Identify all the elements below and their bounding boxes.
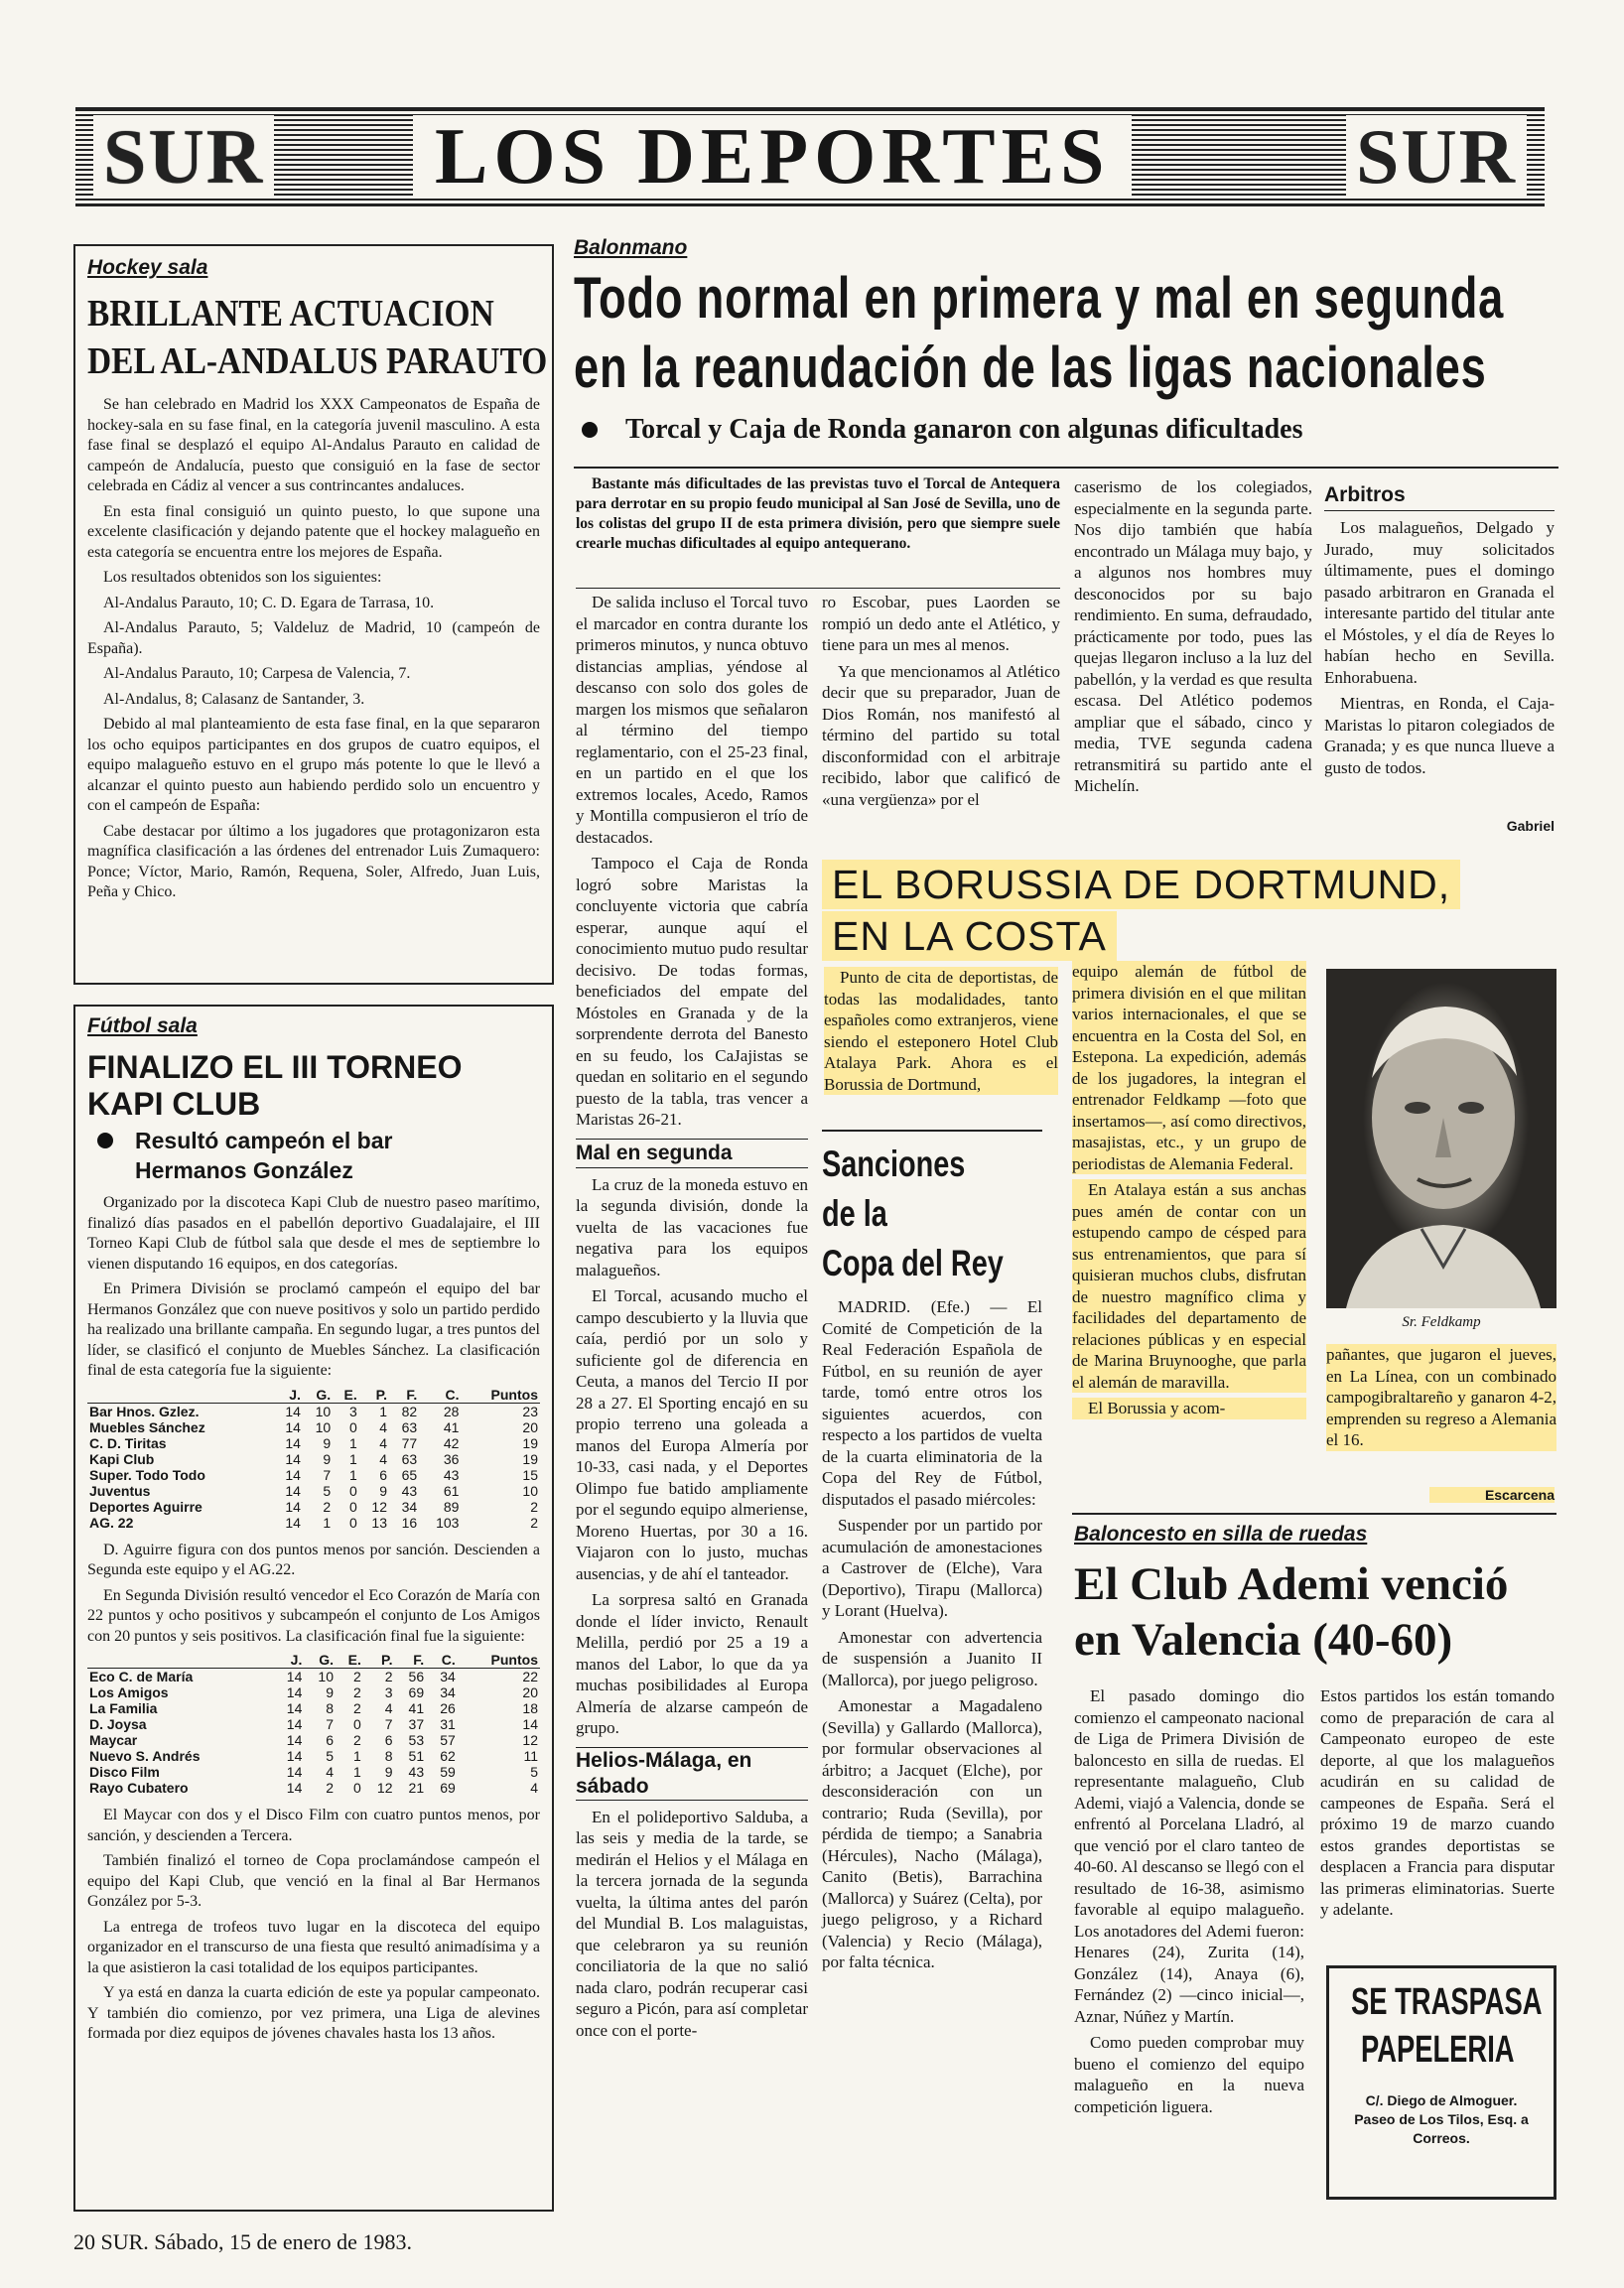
table-cell: 19 [522, 1434, 538, 1451]
baloncesto-column-1 [1074, 1685, 1304, 2122]
standings-table-segunda [87, 1652, 540, 1796]
table-cell: 43 [408, 1764, 425, 1780]
futbol-headline-1: FINALIZO EL III TORNEO [87, 1049, 463, 1085]
table-cell: 41 [443, 1418, 460, 1435]
table-cell: 1 [323, 1514, 332, 1531]
table-cell: Los Amigos [89, 1684, 169, 1700]
hockey-headline-1: BRILLANTE ACTUACION [87, 293, 494, 335]
sanciones-paragraph: Suspender por un partido por acumulación de amonestaciones a Castrover de (Elche), Vara (Deportivo), Tirapu (Mallorca) y Lorant (Huelva). [822, 1516, 1042, 1620]
feldkamp-photo [1326, 969, 1556, 1308]
table-row [87, 1435, 540, 1451]
table-cell: Deportes Aguirre [89, 1498, 203, 1515]
table-cell: 3 [384, 1684, 393, 1700]
masthead-title: LOS DEPORTES [413, 115, 1132, 199]
table-header-row [87, 1387, 540, 1404]
arbitros-paragraph: Mientras, en Ronda, el Caja-Maristas lo pitaron colegiados de Granada; y es que nunca llueve a gusto de todos. [1324, 694, 1555, 777]
table-header-cell [87, 1387, 273, 1404]
baloncesto-headline-2: en Valencia (40-60) [1074, 1614, 1453, 1666]
table-header-cell [87, 1652, 273, 1669]
masthead-brand-left: SUR [93, 115, 274, 199]
table-cell: 36 [443, 1450, 460, 1467]
table-header-cell: C. [426, 1652, 458, 1669]
borussia-paragraph: equipo alemán de fútbol de primera división en el que militan varios internacionales, el que se encuentra en la Costa del Sol, en Estepona. La expedición, además de los jugadores, la integran el entrenador Feldkamp —foto que insertamos—, así como directivos, masajistas, etc., y un grupo de periodistas de Alemania Federal. [1072, 962, 1306, 1173]
borussia-column-2 [1072, 961, 1306, 1424]
table-cell: 10 [315, 1418, 332, 1435]
balonmano-paragraph: De salida incluso el Torcal tuvo el marcador en contra durante los primeros minutos, y nunca obtuvo distancias amplias, yéndose al descanso con solo dos goles de margen los mismos que señalaron al término del tiempo reglamentario, con el 25-23 final, en un partido en el que los extremos locales, Acedo, Ramos y Montilla compusieron el trío de destacados. [576, 593, 808, 847]
table-cell: 9 [323, 1434, 332, 1451]
table-row [87, 1467, 540, 1483]
table-cell: 23 [522, 1403, 538, 1419]
balonmano-column-2 [822, 592, 1060, 815]
table-cell: 0 [348, 1514, 357, 1531]
hockey-headline-2: DEL AL-ANDALUS PARAUTO [87, 340, 548, 382]
table-cell: 26 [440, 1700, 456, 1716]
arbitros-heading: Arbitros [1324, 480, 1555, 511]
table-cell: 28 [443, 1403, 460, 1419]
table-header-cell: J. [273, 1652, 305, 1669]
table-cell: 14 [286, 1700, 303, 1716]
hockey-paragraph: Los resultados obtenidos son los siguientes: [103, 569, 382, 586]
table-row [87, 1483, 540, 1499]
borussia-paragraph: En Atalaya están a sus anchas pues amén de contar con un estupendo campo de césped para sus entrenamientos, que para sí quisieran muchos clubs, disfrutan de nuestro magnífico clima y facilidades del departamento de relaciones públicas y en especial de Marina Bruynooghe, que parla el alemán de maravilla. [1072, 1180, 1306, 1392]
balonmano-paragraph: La cruz de la moneda estuvo en la segunda división, donde la vuelta de las vacaciones fue negativa para los equipos malagueños. [576, 1174, 808, 1279]
futbol-paragraph: En Primera División se proclamó campeón el equipo del bar Hermanos González que con nueve positivos y solo un partido perdido ha realizado una brillante campaña. En segundo lugar, a tres puntos del líder, se clasificó el conjunto de Muebles Sánchez. La clasificación final de esta categoría fue la siguiente: [87, 1280, 540, 1379]
sanciones-paragraph: Amonestar a Magadaleno (Sevilla) y Gallardo (Mallorca), por formular observaciones al árbitro; a Jacquet (Elche), por desconsideración con un contrario; Ruda (Sevilla), por pérdida de tiempo; a Sanabria (Hércules), Nacho (Málaga), Canito (Betis), Barrachina (Mallorca) y Suárez (Celta), por juego peligroso, y a Richard (Valencia) y Recio (Málaga), por falta técnica. [822, 1696, 1042, 1971]
table-cell: 43 [401, 1482, 418, 1499]
table-cell: 51 [408, 1748, 425, 1764]
baloncesto-headline-1: El Club Ademi venció [1074, 1558, 1509, 1610]
table-cell: 1 [353, 1764, 361, 1780]
table-cell: 12 [371, 1498, 387, 1515]
borussia-signature: Escarcena [1429, 1487, 1555, 1503]
table-cell: Maycar [89, 1732, 138, 1748]
bullet-icon [97, 1133, 113, 1148]
table-cell: Bar Hnos. Gzlez. [89, 1403, 200, 1419]
mal-en-segunda-heading: Mal en segunda [576, 1139, 808, 1168]
table-cell: La Familia [89, 1700, 158, 1716]
table-cell: 5 [326, 1748, 334, 1764]
table-cell: 4 [326, 1764, 334, 1780]
bullet-icon [582, 422, 598, 438]
table-cell: 4 [530, 1780, 538, 1796]
table-cell: 1 [348, 1434, 357, 1451]
table-row [87, 1451, 540, 1467]
table-cell: 14 [286, 1780, 303, 1796]
table-cell: 12 [522, 1732, 538, 1748]
table-cell: 37 [408, 1716, 425, 1732]
table-cell: 34 [401, 1498, 418, 1515]
table-cell: 69 [408, 1684, 425, 1700]
table-cell: 9 [323, 1450, 332, 1467]
futbol-article [73, 1005, 554, 2212]
futbol-body [87, 1193, 540, 1382]
table-cell: 5 [323, 1482, 332, 1499]
table-cell: 14 [285, 1434, 301, 1451]
baloncesto-tag: Baloncesto en silla de ruedas [1074, 1523, 1368, 1546]
table-cell: 0 [348, 1418, 357, 1435]
ad-address-2: Paseo de Los Tilos, Esq. a [1354, 2111, 1529, 2127]
futbol-subheading-2: Hermanos González [135, 1157, 353, 1183]
table-cell: 12 [376, 1780, 393, 1796]
sanciones-paragraph: MADRID. (Efe.) — El Comité de Competición de la Real Federación Española de Fútbol, en su reunión de ayer tarde, tomó entre otros los siguientes acuerdos, con respecto a los partidos de vuelta de la cuarta eliminatoria de la Copa del Rey de Fútbol, disputados el pasado miércoles: [822, 1297, 1042, 1509]
table-row [87, 1669, 540, 1685]
balonmano-subheading: Torcal y Caja de Ronda ganaron con algunas dificultades [625, 414, 1303, 445]
balonmano-paragraph: caserismo de los colegiados, especialmente en la segunda parte. Nos dijo también que había encontrado un Málaga muy bajo, y a algunos nos hombres muy desconocidos por su bajo rendimiento. En suma, defraudado, prácticamente por todo, pues las quejas llegaron incluso a la luz del pabellón, y la verdad es que resulta escasa. Del Atlético podemos ampliar que el sábado, cinco y media, TVE segunda cadena retransmitirá su partido ante el Michelín. [1074, 477, 1312, 795]
borussia-headline-1: EL BORUSSIA DE DORTMUND, [822, 860, 1460, 909]
table-header-cell: E. [333, 1387, 359, 1404]
table-cell: 9 [379, 1482, 387, 1499]
ad-line-1: SE TRASPASA [1351, 1981, 1543, 2023]
hockey-paragraph: Debido al mal planteamiento de esta fase final, en la que separaron los ocho equipos participantes en dos grupos de cuatro equipos, el equipo malagueño estuvo en el grupo más potente lo que le llevó a alcanzar el quinto puesto aun habiendo perdido solo un encuentro y con el campeón de España: [87, 716, 540, 814]
table-cell: 1 [353, 1748, 361, 1764]
table-cell: 0 [348, 1482, 357, 1499]
hockey-body [87, 395, 540, 903]
table-cell: 61 [443, 1482, 460, 1499]
futbol-headline-2: KAPI CLUB [87, 1086, 261, 1122]
balonmano-column-1 [576, 592, 808, 2046]
table-cell: 8 [384, 1748, 393, 1764]
sanciones-title-3: Copa del Rey [822, 1243, 1004, 1283]
table-cell: 1 [379, 1403, 387, 1419]
table-header-cell: E. [336, 1652, 363, 1669]
hockey-paragraph: Al-Andalus Parauto, 5; Valdeluz de Madrid, 10 (campeón de España). [87, 619, 540, 657]
table-cell: 1 [348, 1450, 357, 1467]
table-cell: 57 [440, 1732, 456, 1748]
balonmano-tag: Balonmano [574, 236, 688, 259]
table-cell: 7 [323, 1466, 332, 1483]
table-cell: 14 [286, 1669, 303, 1684]
masthead [75, 107, 1545, 206]
table-cell: 43 [443, 1466, 460, 1483]
balonmano-paragraph: Tampoco el Caja de Ronda logró sobre Maristas la concluyente victoria que cabría esperar, aunque aquí el conocimiento mutuo pudo resultar decisivo. De todas formas, beneficiados del empate del Móstoles en Granada y de la sorprendente derrota del Banesto en su feudo, los CaJajistas se quedan en solitario en el segundo puesto de la tabla, tras vencer a Maristas 26-21. [576, 854, 808, 1129]
balonmano-paragraph: La sorpresa saltó en Granada donde el líder invicto, Renault Melilla, perdió por 25 a 19 a manos del Labor, lo que da ya muchas posibilidades al Europa Almería de alzarse campeón de grupo. [576, 1590, 808, 1737]
hockey-paragraph: Se han celebrado en Madrid los XXX Campeonatos de España de hockey-sala en su fase final, en la categoría juvenil masculino. A esta fase final se desplazó el equipo Al-Andalus Parauto en calidad de campeón de Andalucía, puesto que consiguió en la fase de sector celebrada en Cádiz al vencer a sus contrincantes andaluces. [87, 396, 540, 494]
table-cell: 13 [371, 1514, 387, 1531]
borussia-column-3 [1326, 1344, 1556, 1456]
table-cell: 103 [436, 1514, 460, 1531]
table-cell: Nuevo S. Andrés [89, 1748, 201, 1764]
arbitros-section [1324, 480, 1555, 783]
table-cell: 0 [353, 1780, 361, 1796]
table-cell: 1 [348, 1466, 357, 1483]
table-cell: 14 [286, 1764, 303, 1780]
hockey-article [73, 244, 554, 985]
sanciones-title-2: de la [822, 1193, 887, 1234]
table-cell: 14 [285, 1482, 301, 1499]
table-header-cell: Puntos [461, 1387, 540, 1404]
table-row [87, 1403, 540, 1419]
futbol-paragraph: La entrega de trofeos tuvo lugar en la discoteca del equipo organizador en el transcurso de una fiesta que resultó animadísima y a la que asistieron la casi totalidad de los equipos participantes. [87, 1918, 540, 1976]
table-cell: 9 [384, 1764, 393, 1780]
table-header-cell: F. [389, 1387, 419, 1404]
futbol-paragraph: En Segunda División resultó vencedor el Eco Corazón de María con 22 puntos y ocho positivos y subcampeón el conjunto de Los Amigos con 20 puntos y seis positivos. La clasificación final fue la siguiente: [87, 1586, 540, 1645]
ad-line-2: PAPELERIA [1361, 2029, 1515, 2071]
futbol-paragraph: Organizado por la discoteca Kapi Club de nuestro paseo marítimo, finalizó días pasados en el pabellón deportivo Guadalajaire, el III Torneo Kapi Club de fútbol sala que desde el mes de septiembre lo vienen disputando 16 equipos, en dos categorías. [87, 1194, 540, 1273]
table-header-cell: P. [363, 1652, 395, 1669]
table-cell: 14 [285, 1466, 301, 1483]
table-cell: 6 [384, 1732, 393, 1748]
table-cell: 82 [401, 1403, 418, 1419]
sanciones-title-1: Sanciones [822, 1144, 966, 1184]
table-cell: 42 [443, 1434, 460, 1451]
masthead-brand-right: SUR [1346, 115, 1527, 199]
balonmano-lead [576, 474, 1060, 559]
table-cell: 14 [286, 1748, 303, 1764]
table-cell: 89 [443, 1498, 460, 1515]
table-cell: 14 [285, 1514, 301, 1531]
table-cell: 14 [285, 1498, 301, 1515]
table-cell: 2 [353, 1732, 361, 1748]
table-cell: 16 [401, 1514, 418, 1531]
table-cell: 14 [285, 1418, 301, 1435]
futbol-body-outro [87, 1806, 540, 2045]
baloncesto-paragraph: Estos partidos los están tomando como de preparación de cara al Campeonato europeo de este deporte, al que los malagueños acudirán en su calidad de campeones de España. Será el próximo 19 de marzo cuando estos grandes deportistas se desplacen a Francia para disputar las primeras eliminatorias. Suerte y adelante. [1320, 1686, 1555, 1919]
hockey-paragraph: Al-Andalus, 8; Calasanz de Santander, 3. [103, 690, 365, 708]
table-cell: 14 [522, 1716, 538, 1732]
table-cell: 18 [522, 1700, 538, 1716]
table-cell: Disco Film [89, 1764, 160, 1780]
table-cell: 7 [384, 1716, 393, 1732]
table-cell: Muebles Sánchez [89, 1418, 205, 1435]
futbol-paragraph: El Maycar con dos y el Disco Film con cuatro puntos menos, por sanción, y descienden a Tercera. [87, 1807, 540, 1844]
table-cell: 2 [323, 1498, 332, 1515]
table-cell: 8 [326, 1700, 334, 1716]
table-cell: 69 [440, 1780, 456, 1796]
table-header-cell: Puntos [458, 1652, 540, 1669]
table-cell: C. D. Tiritas [89, 1434, 167, 1451]
balonmano-paragraph: ro Escobar, pues Laorden se rompió un dedo ante el Atlético, y tiene para un mes al menos. [822, 593, 1060, 654]
table-cell: D. Joysa [89, 1716, 147, 1732]
table-cell: 2 [326, 1780, 334, 1796]
table-cell: 2 [353, 1700, 361, 1716]
table-cell: 3 [348, 1403, 357, 1419]
borussia-paragraph: Punto de cita de deportistas, de todas las modalidades, tanto españoles como extranjeros, viene siendo el esteponero Hotel Club Atalaya Park. Ahora es el Borussia de Dortmund, [824, 968, 1058, 1094]
table-cell: 2 [530, 1514, 538, 1531]
baloncesto-column-2 [1320, 1685, 1555, 1926]
table-row [87, 1764, 540, 1780]
borussia-paragraph: pañantes, que jugaron el jueves, en La Línea, con un combinado campogibraltareño y ganaron 4-2, emprenden su regreso a Alemania el 16. [1326, 1345, 1556, 1449]
table-cell: 5 [530, 1764, 538, 1780]
table-row [87, 1780, 540, 1796]
table-cell: 56 [408, 1669, 425, 1684]
table-cell: 63 [401, 1450, 418, 1467]
table-cell: 14 [286, 1716, 303, 1732]
table-cell: 20 [522, 1684, 538, 1700]
table-cell: Eco C. de María [89, 1669, 194, 1684]
table-cell: 14 [285, 1403, 301, 1419]
futbol-tag: Fútbol sala [87, 1014, 198, 1037]
table-row [87, 1419, 540, 1435]
futbol-paragraph: Y ya está en danza la cuarta edición de este ya popular campeonato. Y también dio comienzo, por vez primera, una Liga de alevines formada por diez equipos de jóvenes chavales hasta los 13 años. [87, 1984, 540, 2042]
hockey-tag: Hockey sala [87, 256, 208, 279]
table-cell: 21 [408, 1780, 425, 1796]
baloncesto-header [1074, 1523, 1556, 1668]
table-cell: 14 [285, 1450, 301, 1467]
table-row [87, 1515, 540, 1531]
balonmano-paragraph: Ya que mencionamos al Atlético decir que su preparador, Juan de Dios Román, nos manifestó al término del partido su total disconformidad con el arbitraje recibido, labor que calificó de «una vergüenza» por el [822, 661, 1060, 809]
ad-address-3: Correos. [1413, 2130, 1470, 2146]
helios-heading-2: sábado [576, 1774, 808, 1801]
table-cell: 0 [348, 1498, 357, 1515]
table-row [87, 1748, 540, 1764]
table-cell: 34 [440, 1684, 456, 1700]
table-cell: 6 [379, 1466, 387, 1483]
table-cell: Rayo Cubatero [89, 1780, 189, 1796]
portrait-illustration [1326, 969, 1556, 1308]
futbol-subheading-1: Resultó campeón el bar [135, 1128, 393, 1153]
table-cell: 4 [384, 1700, 393, 1716]
table-cell: 4 [379, 1434, 387, 1451]
futbol-body-middle [87, 1541, 540, 1648]
table-cell: AG. 22 [89, 1514, 134, 1531]
table-cell: 77 [401, 1434, 418, 1451]
table-cell: 10 [318, 1669, 334, 1684]
table-cell: 9 [326, 1684, 334, 1700]
table-cell: 62 [440, 1748, 456, 1764]
table-cell: 11 [523, 1748, 538, 1764]
balonmano-headline-1: Todo normal en primera y mal en segunda [574, 266, 1505, 331]
hockey-paragraph: Al-Andalus Parauto, 10; Carpesa de Valencia, 7. [103, 665, 411, 682]
advertisement [1326, 1965, 1556, 2200]
helios-heading-1: Helios-Málaga, en [576, 1747, 808, 1774]
borussia-paragraph: El Borussia y acom- [1072, 1398, 1306, 1419]
table-header-row [87, 1652, 540, 1669]
ad-address-1: C/. Diego de Almoguer. [1365, 2092, 1518, 2108]
table-cell: 14 [286, 1732, 303, 1748]
table-cell: 6 [326, 1732, 334, 1748]
table-cell: Juventus [89, 1482, 151, 1499]
table-header-cell: G. [304, 1652, 336, 1669]
table-row [87, 1716, 540, 1732]
table-cell: 2 [384, 1669, 393, 1684]
table-cell: 14 [286, 1684, 303, 1700]
sanciones-paragraph: Amonestar con advertencia de suspensión a Juanito II (Mallorca), por juego peligroso. [822, 1627, 1042, 1689]
table-row [87, 1684, 540, 1700]
baloncesto-paragraph: El pasado domingo dio comienzo el campeonato nacional de Liga de Primera División de baloncesto en silla de ruedas. El representante malagueño, Club Ademi, viajó a Valencia, donde se enfrentó al Porcelana Lladró, al que venció por el claro tanteo de 40-60. Al descanso se llegó con el resultado de 16-38, asimismo favorable al equipo malagueño. Los anotadores del Ademi fueron: Henares (24), Zurita (14), González (14), Anaya (6), Fernández (2) —cinco inicial—, Aznar, Núñez y Martín. [1074, 1686, 1304, 2026]
table-header-cell: P. [359, 1387, 389, 1404]
table-cell: 41 [408, 1700, 425, 1716]
table-row [87, 1700, 540, 1716]
table-header-cell: G. [303, 1387, 333, 1404]
table-cell: 63 [401, 1418, 418, 1435]
hockey-paragraph: En esta final consiguió un quinto puesto, lo que supone una excelente clasificación y dejando patente que el hockey malagueño en esta categoría se encuentra entre los mejores de España. [87, 502, 540, 561]
hockey-paragraph: Cabe destacar por último a los jugadores que protagonizaron esta magnífica clasificación a las órdenes del entrenador Luis Zumaquero: Ponce; Víctor, Mario, Ramón, Requena, Soler, Alfredo, Juan Luis, Peña y Chico. [87, 822, 540, 900]
baloncesto-paragraph: Como pueden comprobar muy bueno el comienzo del equipo malagueño en la nueva competición liguera. [1074, 2033, 1304, 2116]
table-cell: Super. Todo Todo [89, 1466, 205, 1483]
table-cell: 59 [440, 1764, 456, 1780]
sanciones-article [822, 1130, 1042, 2212]
futbol-paragraph: D. Aguirre figura con dos puntos menos por sanción. Descienden a Segunda este equipo y el AG.22. [87, 1541, 540, 1578]
hockey-paragraph: Al-Andalus Parauto, 10; C. D. Egara de Tarrasa, 10. [103, 594, 435, 611]
balonmano-lead-text: Bastante más dificultades de las previstas tuvo el Torcal de Antequera para derrotar en su propio feudo municipal al San José de Sevilla, uno de los colistas del grupo II de esta primera división, pero que siempre suele crearle muchas dificultades al equipo antequerano. [576, 475, 1060, 552]
table-row [87, 1499, 540, 1515]
table-cell: 53 [408, 1732, 425, 1748]
table-cell: 20 [522, 1418, 538, 1435]
balonmano-header [574, 236, 1558, 447]
borussia-headline-2: EN LA COSTA [822, 911, 1117, 961]
balonmano-paragraph: El Torcal, acusando mucho el campo descubierto y la lluvia que caía, perdió por un solo y suficiente gol de diferencia en Ceuta, a manos del Tercio II por 28 a 27. El Sporting encajó en su propio terreno una goleada a manos del Europa Almería por 10-33, casi nada, y el Deportes Olimpo fue batido ampliamente por el segundo equipo almeriense, Moreno Huertas, por 30 a 16. Viajaron con lo justo, muchas ausencias, y de ahí el tanteador. [576, 1286, 808, 1583]
table-cell: 19 [522, 1450, 538, 1467]
table-cell: 10 [522, 1482, 538, 1499]
balonmano-headline-2: en la reanudación de las ligas nacionales [574, 336, 1487, 400]
balonmano-column-3 [1074, 476, 1312, 802]
balonmano-signature: Gabriel [1506, 818, 1555, 834]
table-cell: 2 [530, 1498, 538, 1515]
futbol-paragraph: También finalizó el torneo de Copa proclamándose campeón el equipo del Kapi Club, que venció en la final al Bar Hermanos González por 5-3. [87, 1852, 540, 1910]
table-cell: 2 [353, 1684, 361, 1700]
photo-caption: Sr. Feldkamp [1402, 1314, 1481, 1330]
table-cell: 7 [326, 1716, 334, 1732]
table-cell: 34 [440, 1669, 456, 1684]
borussia-column-1 [824, 967, 1058, 1100]
table-cell: 65 [401, 1466, 418, 1483]
table-header-cell: C. [419, 1387, 461, 1404]
table-row [87, 1732, 540, 1748]
table-header-cell: F. [394, 1652, 426, 1669]
balonmano-paragraph: En el polideportivo Salduba, a las seis y media de la tarde, se medirán el Helios y el Málaga en la tercera jornada de la segunda vuelta, la última antes del parón del Mundial B. Los malaguistas, que celebraron ya su reunión conciliatoria de la que no salió nada claro, podrán recuperar casi seguro a Picón, para así completar once con el porte- [576, 1807, 808, 2040]
table-cell: 15 [522, 1466, 538, 1483]
table-cell: 31 [440, 1716, 456, 1732]
table-header-cell: J. [273, 1387, 303, 1404]
table-cell: 0 [353, 1716, 361, 1732]
standings-table-primera [87, 1387, 540, 1531]
table-cell: 4 [379, 1418, 387, 1435]
table-cell: 4 [379, 1450, 387, 1467]
page-footer: 20 SUR. Sábado, 15 de enero de 1983. [73, 2229, 412, 2254]
table-cell: Kapi Club [89, 1450, 155, 1467]
table-cell: 2 [353, 1669, 361, 1684]
arbitros-paragraph: Los malagueños, Delgado y Jurado, muy solicitados últimamente, pues el domingo pasado arbitraron en Granada el interesante partido del titular ante el Móstoles, y el día de Reyes lo habían hecho en Sevilla. Enhorabuena. [1324, 518, 1555, 687]
table-cell: 10 [315, 1403, 332, 1419]
table-cell: 22 [522, 1669, 538, 1684]
